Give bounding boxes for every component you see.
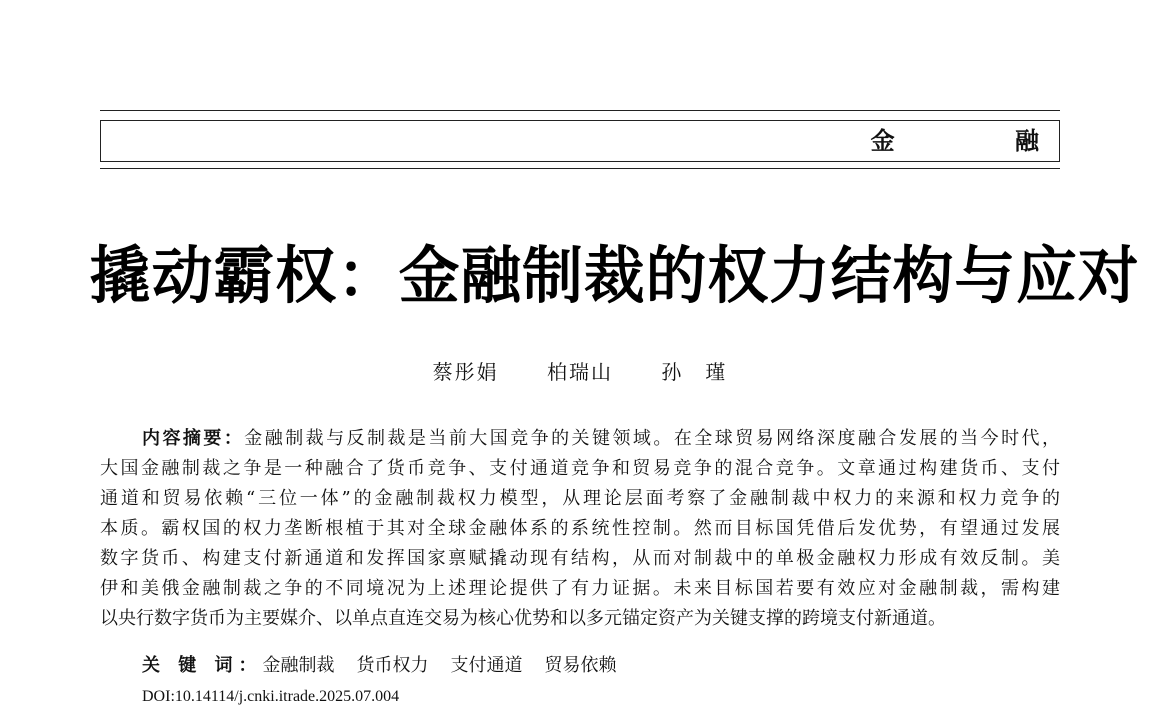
- header-rule-bottom: [100, 168, 1060, 169]
- abstract-line: 通道和贸易依赖“三位一体”的金融制裁权力模型，从理论层面考察了金融制裁中权力的来源和权力竞争的: [100, 488, 1060, 509]
- abstract-line: 伊和美俄金融制裁之争的不同境况为上述理论提供了有力证据。未来目标国若要有效应对金融制裁，需构建: [100, 578, 1060, 599]
- abstract-line: 本质。霸权国的权力垄断根植于其对全球金融体系的系统性控制。然而目标国凭借后发优势，有望通过发展: [100, 518, 1060, 539]
- author-name: 蔡彤娟: [432, 360, 499, 384]
- doi[interactable]: DOI:10.14114/j.cnki.itrade.2025.07.004: [142, 688, 400, 705]
- keyword: 金融制裁: [262, 655, 335, 676]
- author-name: 孙 瑾: [661, 360, 728, 384]
- header-rule-top: [100, 110, 1060, 111]
- section-label: 金 融: [870, 127, 1095, 155]
- abstract-line: 大国金融制裁之争是一种融合了货币竞争、支付通道竞争和贸易竞争的混合竞争。文章通过构建货币、支付: [100, 458, 1060, 479]
- author-name: 柏瑞山: [547, 360, 613, 384]
- article-title: 撬动霸权：金融制裁的权力结构与应对: [90, 239, 1140, 312]
- author-list: [0, 358, 1160, 386]
- abstract-line: [100, 424, 1060, 454]
- keywords-label: 关 键 词：: [142, 655, 263, 676]
- abstract-text: 金融制裁与反制裁是当前大国竞争的关键领域。在全球贸易网络深度融合发展的当今时代，: [244, 428, 1060, 449]
- keyword: 货币权力: [356, 655, 429, 676]
- abstract: [100, 424, 1060, 634]
- abstract-line: 以央行数字货币为主要媒介、以单点直连交易为核心优势和以多元锚定资产为关键支撑的跨境支付新通道。: [100, 608, 946, 629]
- abstract-line: 数字货币、构建支付新通道和发挥国家禀赋撬动现有结构，从而对制裁中的单极金融权力形成有效反制。美: [100, 548, 1060, 569]
- keyword: 贸易依赖: [544, 655, 617, 676]
- keyword: 支付通道: [450, 655, 523, 676]
- keywords: [142, 652, 639, 680]
- section-header-box: [100, 120, 1095, 162]
- abstract-label: 内容摘要：: [142, 428, 245, 449]
